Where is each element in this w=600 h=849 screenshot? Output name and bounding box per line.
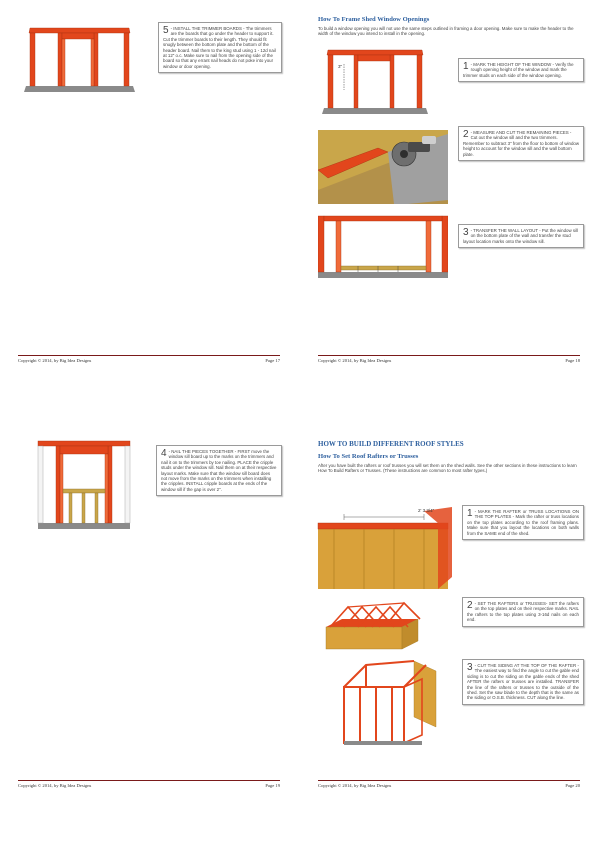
step-number: 3	[463, 227, 469, 238]
footer-page-number: Page 18	[565, 358, 580, 363]
step-1-callout	[458, 58, 584, 82]
step-text: - INSTALL THE TRIMMER BOARDS - The trimmers are the boards that go under the header to support it. Cut the trimmer boards to their length. They should fit snugly between the bottom plate and the bottom of the header board. Nail them to the king stud using 1 - 12d nail at 12" o.c. Make sure to nail from the opening side of the board so that any errant nail heads do not poke into your window or door opening.	[163, 26, 276, 69]
step-text: - MARK THE HEIGHT OF THE WINDOW - Verify the rough opening height of the window and mark the trimmer studs on each side of the window opening.	[463, 62, 574, 78]
step-number: 1	[463, 61, 469, 72]
step-text: - MEASURE AND CUT THE REMAINING PIECES - Cut out the window sill and the two trimmers. Remember to subtract 3" from the floor to bottom of window height to account for the window sill and the wall bottom plate.	[463, 130, 580, 157]
window-height-illustration	[320, 46, 430, 118]
intro-text: After you have built the rafters or roof trusses you will set them on the shed walls. See the other sections in these instructions to learn How To Build Rafters or Trusses. (These instructions are common to most rafter types.)	[318, 463, 577, 474]
step-text: - TRANSFER THE WALL LAYOUT - Put the window sill on the bottom plate of the wall and transfer the stud layout location marks onto the window sill.	[463, 228, 578, 244]
step-number: 2	[463, 129, 469, 140]
footer-copyright: Copyright © 2014, by Big Idea Designs	[18, 783, 92, 788]
step-1-callout	[462, 505, 584, 540]
step-3-callout	[462, 659, 584, 705]
step-4-callout	[156, 445, 282, 496]
step-2-callout	[462, 597, 584, 627]
step-text: - CUT THE SIDING AT THE TOP OF THE RAFTER - The easiest way to find the angle to cut the gable end siding is to cut the siding on the gable ends of the shed AFTER the rafters or trusses are installed. TRANSFER the line of the rafters or trusses to the outside of the shed. Set the saw blade to the depth that is the same as the siding or O.S.B. thickness. CUT along the line.	[467, 663, 579, 701]
step-text: - NAIL THE PIECES TOGETHER - FIRST move the window sill board up to the marks on the trimmers and nail it on to the trimmers by toe nailing. PLACE the cripple studs under the window sill. Nail them on at their respective layout marks. Make sure that the window sill board does not move from the marks on the trimmers when installing the cripples. INSTALL cripple boards at the ends of the window sill if the gap is over 2".	[161, 449, 277, 492]
step-text: - SET THE RAFTERS or TRUSSES- SET the rafters on the top plates and on their respective marks. NAIL the rafters to the top plates using 3-16d nails on each end.	[467, 601, 579, 623]
page-20	[300, 425, 590, 849]
step-number: 1	[467, 508, 473, 519]
step-number: 3	[467, 662, 473, 673]
page-18	[300, 0, 590, 424]
page-footer	[18, 780, 280, 792]
section-title: How To Frame Shed Window Openings	[318, 16, 430, 23]
page-footer	[318, 355, 580, 367]
page-19	[0, 425, 290, 849]
footer-page-number: Page 20	[565, 783, 580, 788]
page-17	[0, 0, 290, 424]
footer-copyright: Copyright © 2014, by Big Idea Designs	[318, 358, 392, 363]
circular-saw-cutting-illustration	[318, 130, 448, 204]
step-3-callout	[458, 224, 584, 248]
cut-siding-illustration	[330, 657, 440, 749]
page-footer	[318, 780, 580, 792]
footer-copyright: Copyright © 2014, by Big Idea Designs	[18, 358, 92, 363]
dimension-label: 3"	[338, 64, 343, 69]
footer-rule	[318, 355, 580, 356]
intro-text: To build a window opening you will not use the same steps outlined in framing a door opening. Make sure to make the header to the width of the window you intend to install in the opening.	[318, 26, 574, 37]
section-title: How To Set Roof Rafters or Trusses	[318, 453, 419, 460]
footer-page-number: Page 17	[265, 358, 280, 363]
window-frame-cripples-illustration	[36, 439, 132, 531]
step-number: 2	[467, 600, 473, 611]
step-5-callout	[158, 22, 282, 73]
page-footer	[18, 355, 280, 367]
wall-layout-transfer-illustration	[318, 214, 448, 280]
footer-rule	[18, 780, 280, 781]
footer-rule	[318, 780, 580, 781]
step-text: - MARK THE RAFTER or TRUSS LOCATIONS ON THE TOP PLATES - Mark the rafter or truss locations on the top plates according to the roof framing plans. Make sure that you layout the locations on both walls from the SAME end of the shed.	[467, 509, 579, 536]
footer-copyright: Copyright © 2014, by Big Idea Designs	[318, 783, 392, 788]
footer-page-number: Page 19	[265, 783, 280, 788]
rafter-locations-illustration	[314, 507, 454, 591]
wall-frame-trimmers-illustration	[22, 24, 137, 96]
step-number: 4	[161, 448, 167, 459]
footer-rule	[18, 355, 280, 356]
chapter-title: HOW TO BUILD DIFFERENT ROOF STYLES	[318, 440, 464, 448]
step-number: 5	[163, 25, 169, 36]
step-2-callout	[458, 126, 584, 161]
set-rafters-illustration	[322, 597, 432, 651]
dimension-label: 2' 3 3/4"	[418, 508, 435, 513]
